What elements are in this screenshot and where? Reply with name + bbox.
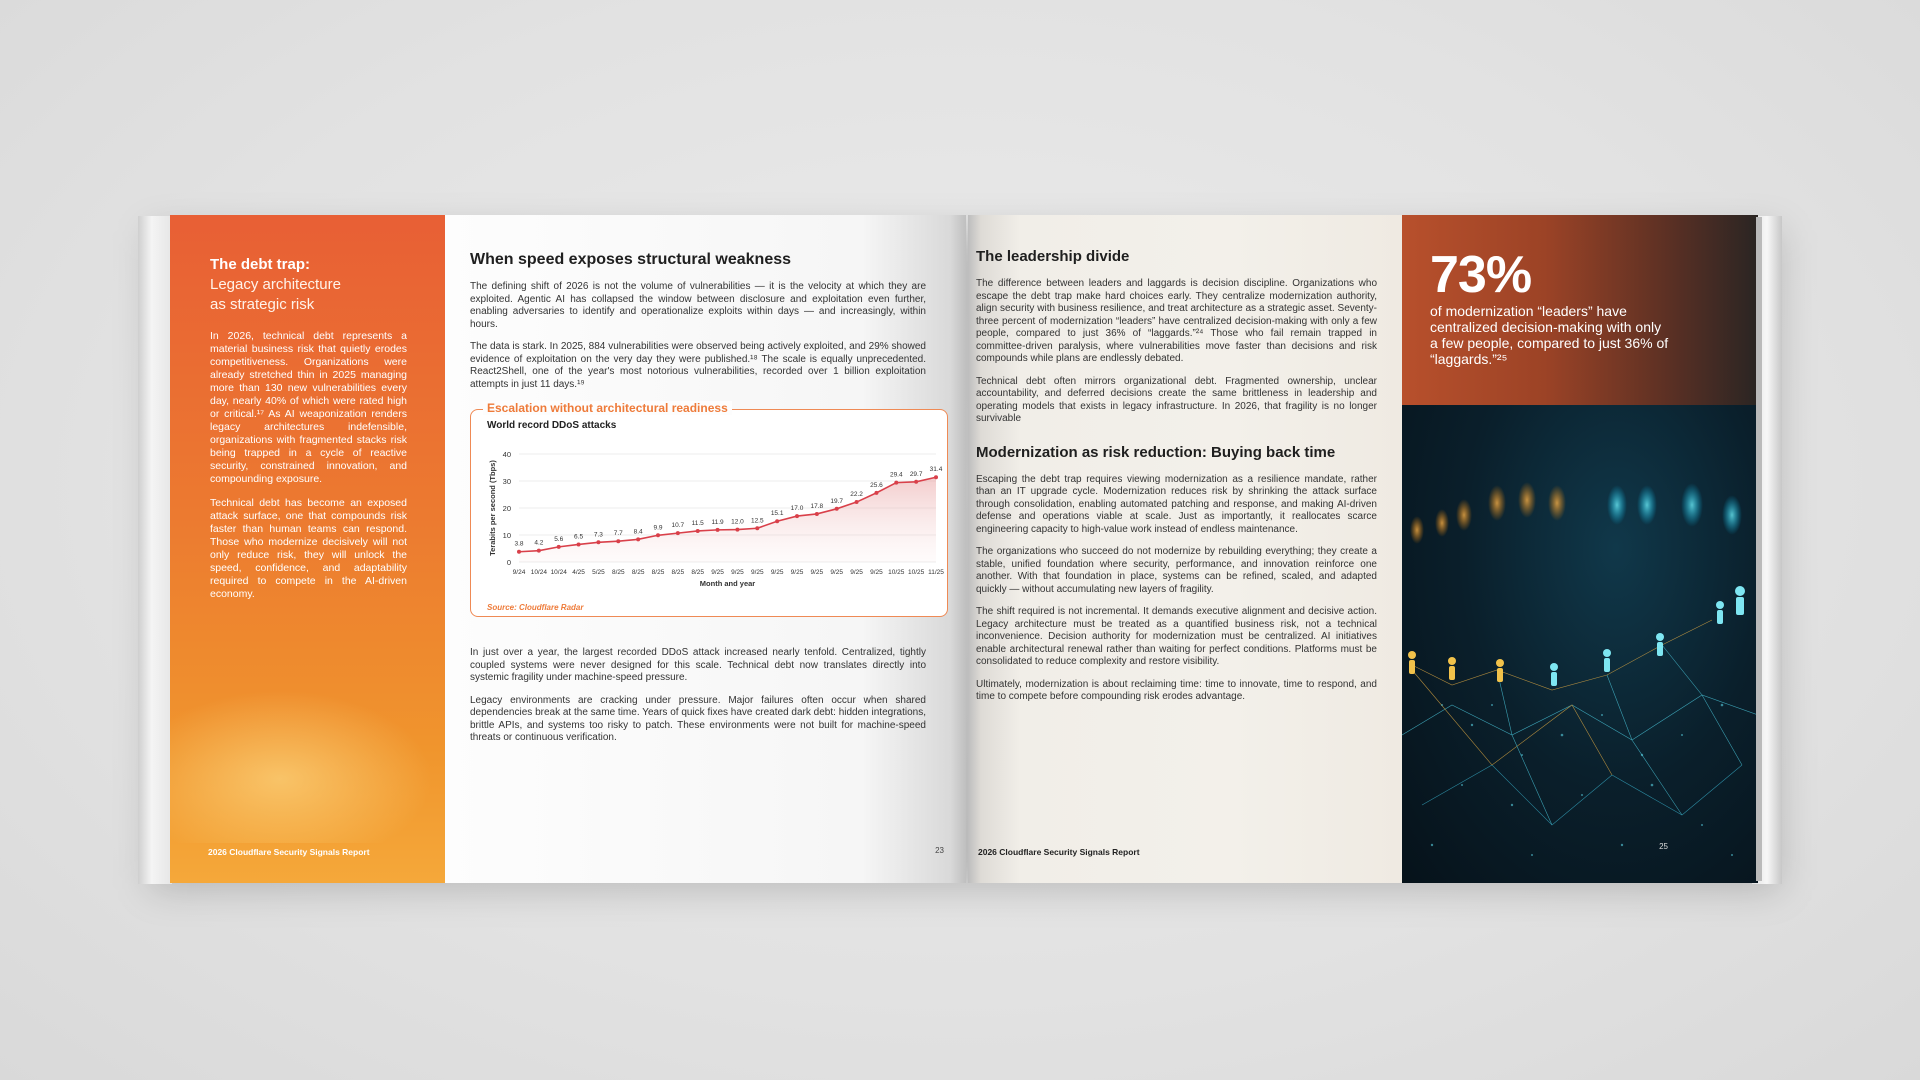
panel-paragraph-1: In 2026, technical debt represents a material business risk that quietly erodes competitiveness. Organizations were already stretched thin in 2025 managing more than 130 new vulnerabilities every day, nearly 40% of which were rated high or critical.¹⁷ As AI weaponization renders legacy architectures indefensible, organizations with fragmented stacks risk being trapped in a cycle of reactive security, constrained innovation, and compounding exposure. — [210, 330, 407, 485]
right-paragraph-6: Ultimately, modernization is about reclaiming time: time to innovate, time to respond, and time to compete before compounding risk erodes advantage. — [976, 678, 1377, 702]
data-label: 5.6 — [554, 535, 564, 543]
x-tick-label: 9/25 — [731, 569, 744, 576]
report-footer-right: 2026 Cloudflare Security Signals Report — [978, 847, 1140, 857]
network-people-photo — [1402, 405, 1758, 883]
panel-subtitle-line1: Legacy architecture — [210, 276, 341, 293]
data-point — [934, 475, 938, 479]
data-label: 8.4 — [633, 528, 643, 536]
data-label: 11.9 — [711, 518, 724, 526]
right-paragraph-2: Technical debt often mirrors organizational debt. Fragmented ownership, unclear accountability, and deferred decisions create the same brittleness in leadership and operating models that exists in legacy infrastructure. In 2026, that fragility is no longer survivable — [976, 375, 1377, 424]
y-tick-label: 40 — [502, 450, 511, 459]
data-point — [894, 481, 898, 485]
x-tick-label: 5/25 — [592, 569, 605, 576]
data-label: 17.0 — [790, 505, 804, 513]
right-paragraph-1: The difference between leaders and laggards is decision discipline. Organizations who escape the debt trap make hard choices early. They centralize modernization authority, align security with business resilience, and treat architecture as a strategic asset. Seventy-three percent of modernization “leaders” have centralized decision-making with only a few people, compared to just 36% of “laggards.”²⁴ Those who fail remain trapped in committee-driven paralysis, where vulnerabilities move faster than decisions and risk compounds while plans are endlessly debated. — [976, 278, 1377, 364]
data-label: 29.7 — [909, 470, 923, 478]
section-heading-speed: When speed exposes structural weakness — [470, 251, 792, 268]
x-axis-label: Month and year — [699, 579, 756, 588]
person-icon — [1408, 651, 1416, 674]
data-label: 4.2 — [534, 539, 544, 547]
right-page-edge — [1756, 217, 1762, 881]
x-tick-label: 9/25 — [750, 569, 764, 576]
right-paragraph-5: The shift required is not incremental. It demands executive alignment and decisive action. Legacy architecture must be treated as a quantified business risk, not a technical inconvenience. Decision authority for modernization must be centralized. AI initiatives enable architectural renewal rather than waiting for perfect conditions. Platforms must be consolidated to reduce complexity and restore visibility. — [976, 606, 1377, 667]
data-label: 15.1 — [770, 510, 784, 518]
left-page — [170, 215, 966, 883]
left-main-content — [445, 215, 966, 883]
panel-subtitle-line2: as strategic risk — [210, 296, 315, 313]
data-point — [676, 531, 680, 535]
right-paragraph-3: Escaping the debt trap requires viewing modernization as a resilience mandate, rather than an IT upgrade cycle. Modernization reduces risk by shrinking the attack surface through consolidation, enabling automated patching and response, and making AI-driven defense and operations viable at scale. Just as importantly, it reallocates scarce engineering capacity to high-value work instead of endless maintenance. — [976, 473, 1377, 535]
data-label: 9.9 — [653, 524, 663, 532]
data-point — [616, 539, 620, 543]
data-point — [716, 528, 720, 532]
y-tick-label: 30 — [502, 477, 511, 486]
data-point — [656, 533, 660, 537]
panel-paragraph-2: Technical debt has become an exposed attack surface, one that compounds risk faster than human teams can respond. Those who modernize decisively will not only reduce risk, they will unlock the speed, confidence, and adaptability required to compete in the AI-driven economy. — [210, 497, 407, 600]
data-label: 3.8 — [514, 540, 524, 548]
cloud-texture — [170, 683, 445, 843]
report-footer-left: 2026 Cloudflare Security Signals Report — [208, 847, 370, 857]
series-area — [519, 477, 936, 562]
page-edges-left — [138, 216, 172, 884]
x-tick-label: 8/25 — [611, 569, 625, 576]
network-lines — [1402, 620, 1758, 825]
x-tick-label: 8/25 — [631, 569, 645, 576]
chart-title: World record DDoS attacks — [487, 420, 617, 431]
person-icon — [1656, 633, 1664, 656]
y-axis-label: Terabits per second (Tbps) — [488, 460, 497, 556]
data-label: 7.3 — [593, 531, 603, 539]
body-paragraph-1: The defining shift of 2026 is not the volume of vulnerabilities — it is the velocity at which they are exploited. Agentic AI has collapsed the window between disclosure and exploitation even further, enabling adversaries to identify and operationalize exploits within days — and increasingly, within hours. — [470, 281, 926, 330]
particle-field — [1431, 704, 1733, 856]
x-tick-label: 9/25 — [810, 569, 824, 576]
data-label: 19.7 — [830, 497, 844, 505]
data-label: 10.7 — [671, 522, 685, 530]
x-tick-label: 10/24 — [550, 569, 567, 576]
x-tick-label: 11/25 — [928, 569, 944, 576]
data-label: 31.4 — [929, 466, 943, 474]
panel-subtitle — [210, 275, 407, 315]
person-icon — [1496, 659, 1504, 682]
right-paragraph-4: The organizations who succeed do not modernize by rebuilding everything; they create a stable, unified foundation where security, performance, and innovation reinforce one another. With that foundation in place, systems can be refined, scaled, and adapted quickly — without accumulating new layers of fragility. — [976, 546, 1377, 595]
bokeh-lights — [1410, 482, 1742, 544]
data-point — [596, 540, 600, 544]
body-paragraph-2: The data is stark. In 2025, 884 vulnerabilities were observed being actively exploited, and 29% showed evidence of exploitation on the very day they were published.¹⁸ The scale is equally unprecedented. React2Shell, one of the year's most notorious vulnerabilities, recorded over 1 billion exploitation attempts in just 11 days.¹⁹ — [470, 341, 926, 390]
x-tick-label: 9/24 — [512, 569, 526, 576]
data-label: 22.2 — [850, 491, 863, 499]
x-tick-label: 9/25 — [770, 569, 784, 576]
data-point — [815, 512, 819, 516]
x-tick-label: 9/25 — [870, 569, 883, 576]
chart-box-title: Escalation without architectural readiness — [483, 401, 732, 415]
x-tick-label: 9/25 — [850, 569, 863, 576]
x-tick-label: 9/25 — [790, 569, 804, 576]
data-point — [517, 550, 521, 554]
stat-value: 73% — [1430, 246, 1532, 304]
data-label: 25.6 — [870, 481, 883, 489]
x-tick-label: 4/25 — [572, 569, 585, 576]
network-illustration — [1402, 405, 1758, 883]
person-icon — [1550, 663, 1558, 686]
data-point — [775, 519, 779, 523]
data-label: 7.7 — [613, 530, 623, 538]
section-heading-modernization: Modernization as risk reduction: Buying back time — [976, 443, 1336, 461]
page-number-right: 25 — [1659, 842, 1668, 851]
people-figures — [1408, 586, 1745, 686]
data-point — [557, 545, 561, 549]
y-tick-label: 20 — [502, 504, 511, 513]
x-tick-label: 10/25 — [908, 569, 925, 576]
data-label: 29.4 — [889, 471, 903, 479]
page-number-left: 23 — [935, 846, 944, 855]
body-paragraph-4: Legacy environments are cracking under pressure. Major failures often occur when shared dependencies break at the same time. Years of quick fixes have created dark debt: hidden integrations, brittle APIs, and systems too risky to patch. These environments were not built for machine-speed threats or continuous verification. — [470, 694, 926, 743]
stat-callout — [1402, 215, 1758, 405]
data-point — [537, 549, 541, 553]
body-paragraph-3: In just over a year, the largest recorded DDoS attack increased nearly tenfold. Centralized, tightly coupled systems were never designed for this scale. Technical debt now translates directly into systemic fragility under machine-speed pressure. — [470, 647, 926, 683]
data-point — [755, 526, 759, 530]
data-point — [874, 491, 878, 495]
data-point — [735, 528, 739, 532]
x-tick-label: 8/25 — [651, 569, 665, 576]
x-tick-label: 8/25 — [691, 569, 705, 576]
person-icon — [1448, 657, 1456, 680]
x-tick-label: 10/24 — [530, 569, 547, 576]
data-point — [795, 514, 799, 518]
right-main-content — [968, 215, 1402, 883]
person-icon — [1603, 649, 1611, 672]
panel-title: The debt trap: — [210, 256, 310, 273]
ddos-line-chart — [471, 434, 949, 604]
debt-trap-panel — [170, 215, 445, 883]
right-page — [968, 215, 1758, 883]
stat-description: of modernization “leaders” have centralized decision-making with only a few people, compared to just 36% of “laggards.”²⁵ — [1430, 303, 1669, 367]
data-label: 12.5 — [750, 517, 764, 525]
x-tick-label: 10/25 — [888, 569, 905, 576]
data-label: 12.0 — [731, 518, 744, 526]
chart-source: Source: Cloudflare Radar — [487, 603, 584, 612]
data-point — [577, 542, 581, 546]
y-tick-label: 0 — [506, 558, 511, 567]
x-tick-label: 9/25 — [830, 569, 844, 576]
data-point — [636, 537, 640, 541]
data-point — [855, 500, 859, 504]
x-tick-label: 9/25 — [711, 569, 724, 576]
person-icon — [1716, 601, 1724, 624]
data-point — [914, 480, 918, 484]
ddos-chart-box — [470, 401, 948, 617]
section-heading-leadership: The leadership divide — [976, 248, 1130, 265]
x-tick-label: 8/25 — [671, 569, 685, 576]
data-label: 6.5 — [574, 533, 584, 541]
data-point — [696, 529, 700, 533]
data-label: 11.5 — [691, 519, 704, 527]
data-label: 17.8 — [810, 502, 824, 510]
y-tick-label: 10 — [502, 531, 511, 540]
person-icon — [1735, 586, 1745, 615]
data-point — [835, 507, 839, 511]
